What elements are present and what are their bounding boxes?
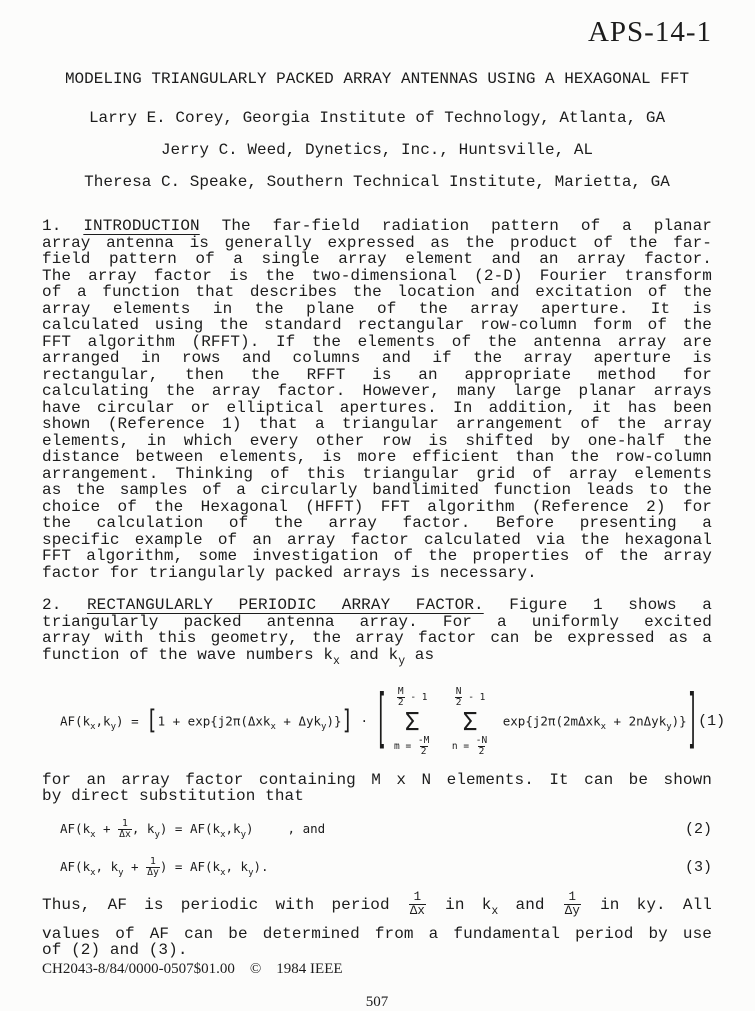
subscript: y — [398, 654, 406, 668]
subscript: y — [321, 722, 327, 733]
fraction-numerator: 1 — [122, 818, 128, 830]
fraction-denominator: Δy — [147, 867, 159, 879]
text-line: 2. RECTANGULARLY PERIODIC ARRAY FACTOR. Figure 1 shows a — [42, 596, 712, 614]
fraction-numerator: -M — [417, 734, 430, 746]
text-line: values of AF can be determined from a fundamental period by use — [42, 924, 712, 943]
summation-lower-limit: m = $\frac{-M}{2}$ — [394, 734, 430, 757]
subscript: x — [491, 904, 499, 918]
subscript: x — [90, 722, 96, 733]
fraction-denominator: Δy — [564, 904, 580, 919]
summation-upper-limit: $\frac{N}{2}$ - 1 — [455, 685, 486, 708]
text-line: array with this geometry, the array factor can be expressed as a — [42, 629, 712, 647]
text-line: field pattern of a single array element and an array factor. — [42, 250, 712, 268]
sigma-sign: Σ — [404, 706, 420, 736]
text-line: The array factor is the two-dimensional (2-D) Fourier transform — [42, 266, 712, 285]
text-line: factor for triangularly packed arrays is necessary. — [42, 563, 537, 582]
fraction-denominator: 2 — [397, 696, 404, 708]
fraction — [475, 736, 488, 757]
text-line: choice of the Hexagonal (HFFT) FFT algorithm (Reference 2) for — [42, 497, 712, 516]
author-line: Theresa C. Speake, Southern Technical Institute, Marietta, GA — [84, 173, 670, 191]
text-line: array antenna is generally expressed as the product of the far- — [42, 233, 712, 252]
fraction — [417, 736, 430, 757]
text-line: arranged in rows and columns and if the array aperture is — [42, 349, 712, 367]
equation-3 — [60, 853, 712, 883]
underlined-heading: RECTANGULARLY PERIODIC ARRAY FACTOR. — [86, 596, 484, 614]
equation-number: (2) — [684, 821, 712, 839]
fraction — [146, 857, 160, 878]
equation-2 — [60, 815, 712, 845]
text-line: of (2) and (3). — [42, 941, 188, 960]
text-line: array elements in the plane of the array aperture. It is — [42, 299, 712, 318]
closing-paragraph — [42, 891, 712, 959]
copyright-line: CH2043-8/84/0000-0507$01.00 © 1984 IEEE — [42, 960, 343, 977]
subscript: x — [90, 830, 96, 841]
text-line: FFT algorithm (RFFT). If the elements of the antenna array are — [42, 332, 712, 351]
text-line: 1. INTRODUCTION The far-field radiation pattern of a planar — [42, 217, 712, 235]
subscript: y — [240, 830, 246, 841]
equation-number: (1) — [698, 713, 726, 731]
underlined-heading: INTRODUCTION — [83, 217, 200, 235]
fraction-denominator: 2 — [420, 745, 427, 757]
bracket: [ — [146, 705, 158, 737]
fraction-numerator: 1 — [413, 890, 422, 904]
fraction-denominator: 2 — [455, 696, 462, 708]
subscript: x — [220, 830, 226, 841]
bracket: ] — [341, 705, 353, 737]
text-line: function of the wave numbers $k_x$ and $k_y$ as — [42, 645, 435, 668]
subscript: y — [154, 830, 160, 841]
fraction — [397, 687, 405, 708]
section2-paragraph — [42, 597, 712, 670]
introduction-paragraph — [42, 218, 712, 581]
subscript: x — [333, 654, 340, 668]
text-line: calculating the array factor. However, many large planar arrays — [42, 382, 712, 400]
equation-body: $AF(k_x$ + $\frac{1}{\Delta x}$ , $k_y) = AF(k_x,k_y)$ , and — [60, 818, 326, 841]
equation-body: $AF(k_x$, $k_y$ + $\frac{1}{\Delta y}$ ) = $AF(k_x$, $k_y$). — [60, 856, 269, 879]
fraction-numerator: -N — [475, 734, 488, 746]
text-line: distance between elements, is more efficient than the row-column — [42, 448, 712, 466]
subscript: y — [118, 868, 124, 879]
subscript: x — [220, 868, 226, 879]
fraction — [455, 687, 463, 708]
fraction-numerator: M — [397, 685, 404, 697]
after-equation1-paragraph — [42, 772, 712, 805]
sigma-sign: Σ — [462, 706, 478, 736]
text-line: specific example of an array factor calculated via the hexagonal — [42, 530, 712, 549]
text-line: Thus, AF is periodic with period $\frac{1}{\Delta x}$ in $k_x$ and $\frac{1}{\Delta y}$ in ky. All — [42, 890, 712, 919]
text-line: calculated using the standard rectangular row-column form of the — [42, 316, 712, 334]
conference-id: APS-14-1 — [587, 16, 712, 48]
author-line: Jerry C. Weed, Dynetics, Inc., Huntsville, AL — [160, 141, 594, 159]
summation-upper-limit: $\frac{M}{2}$ - 1 — [397, 685, 428, 708]
fraction-numerator: 1 — [150, 856, 156, 868]
equation-1 — [60, 678, 726, 766]
fraction — [564, 891, 581, 918]
summation — [394, 687, 430, 757]
author-line: Larry E. Corey, Georgia Institute of Technology, Atlanta, GA — [88, 109, 666, 127]
subscript: x — [90, 868, 96, 879]
fraction-denominator: Δx — [409, 904, 426, 919]
fraction-denominator: Δx — [119, 829, 131, 841]
fraction — [409, 891, 426, 918]
text-line: the calculation of the array factor. Before presenting a — [42, 514, 712, 532]
text-line: as the samples of a circularly bandlimited function leads to the — [42, 481, 712, 499]
bracket: [ — [375, 682, 388, 758]
page-number: 507 — [365, 993, 389, 1010]
subscript: y — [666, 722, 672, 733]
fraction-numerator: 1 — [568, 890, 577, 904]
text-line: arrangement. Thinking of this triangular grid of array elements — [42, 464, 712, 483]
equation-number: (3) — [684, 859, 712, 877]
author-block — [42, 102, 712, 198]
paper-title: MODELING TRIANGULARLY PACKED ARRAY ANTENNAS USING A HEXAGONAL FFT — [64, 70, 690, 88]
subscript: x — [270, 722, 276, 733]
text-line: triangularly packed antenna array. For a uniformly excited — [42, 612, 712, 631]
subscript: y — [248, 868, 254, 879]
fraction — [118, 819, 132, 840]
text-line: FFT algorithm, some investigation of the properties of the array — [42, 547, 712, 565]
bracket: ] — [686, 682, 699, 758]
text-line: for an array factor containing M x N elements. It can be shown — [42, 770, 712, 789]
fraction-denominator: 2 — [478, 745, 485, 757]
text-line: have circular or elliptical apertures. In addition, it has been — [42, 398, 712, 417]
text-line: shown (Reference 1) that a triangular arrangement of the array — [42, 415, 712, 433]
text-line: by direct substitution that — [42, 787, 304, 806]
subscript: y — [110, 722, 117, 733]
text-line: of a function that describes the location and excitation of the — [42, 283, 712, 301]
text-line: rectangular, then the RFFT is an appropriate method for — [42, 365, 712, 384]
text-line: elements, in which every other row is shifted by one-half the — [42, 431, 712, 450]
fraction-numerator: N — [455, 685, 462, 697]
summation — [452, 687, 488, 757]
subscript: x — [600, 722, 607, 733]
summation-lower-limit: n = $\frac{-N}{2}$ — [451, 734, 488, 757]
equation-body: $AF(k_x,k_y) = [1 + \exp\{j2\pi(\Delta xk_x + \Delta yk_y)\}]$ · [ $\frac{M}{2}$ - 1 Σ m = $\frac{-M}{2}$ $\frac{N}{2}$ - 1 Σ n = $\frac{-N}{2}$ exp{j2π(2mΔxk$_x$ + 2nΔyk$_y$)}] — [60, 682, 699, 758]
